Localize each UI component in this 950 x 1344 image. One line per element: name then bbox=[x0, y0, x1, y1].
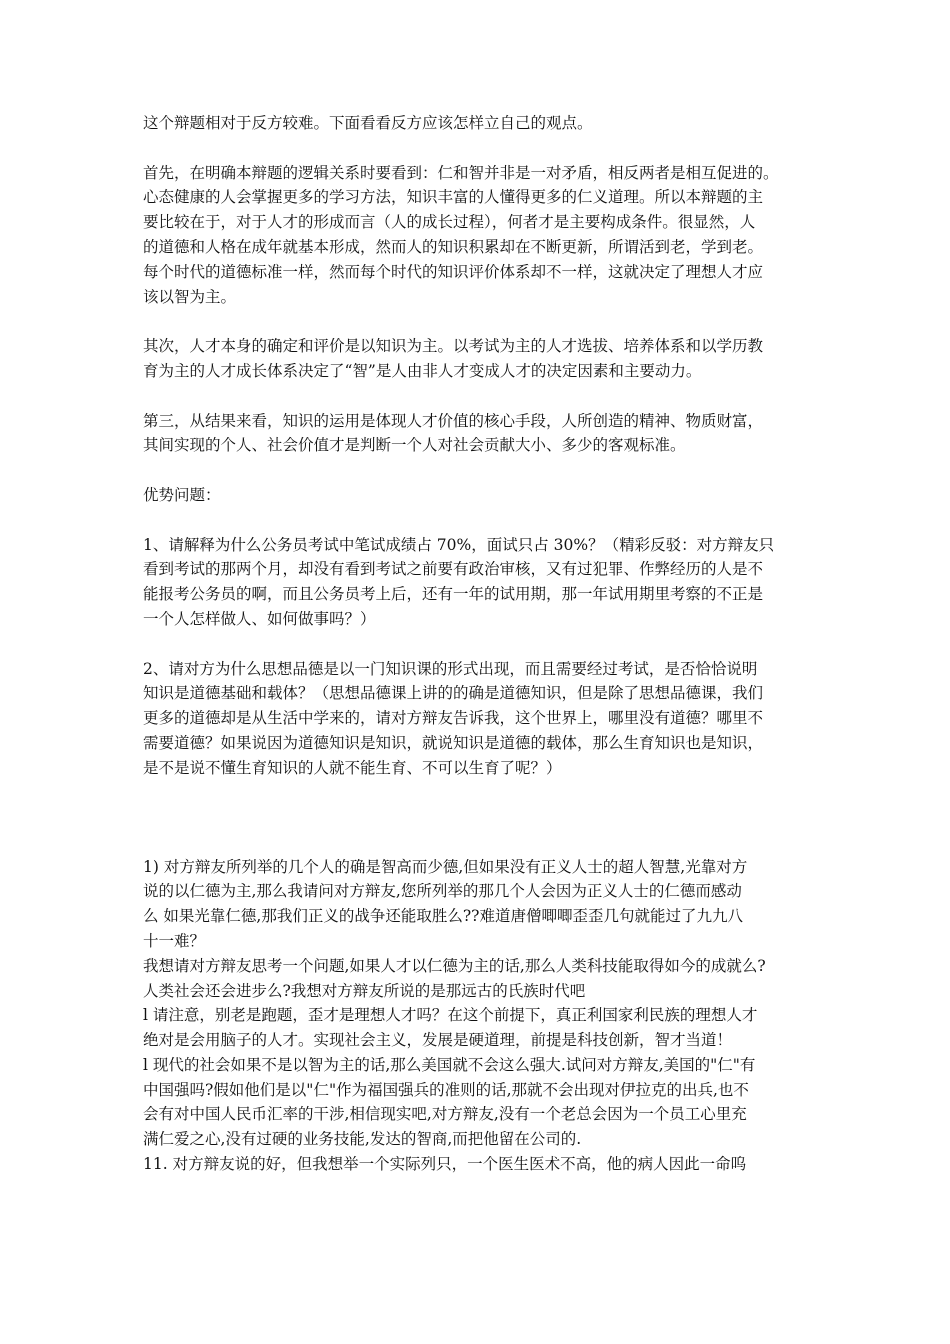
text-line: 满仁爱之心,没有过硬的业务技能,发达的智商,而把他留在公司的. bbox=[143, 1130, 582, 1149]
text-line: 么 如果光靠仁德,那我们正义的战争还能取胜么??难道唐僧唧唧歪歪几句就能过了九九八 bbox=[143, 907, 743, 926]
text-line: 需要道德？如果说因为道德知识是知识，就说知识是道德的载体，那么生育知识也是知识， bbox=[143, 733, 764, 752]
text-line: 知识是道德基础和载体？（思想品德课上讲的的确是道德知识，但是除了思想品德课，我们 bbox=[143, 684, 764, 703]
text-line: 看到考试的那两个月，却没有看到考试之前要有政治审核，又有过犯罪、作弊经历的人是不 bbox=[143, 560, 764, 579]
text-line: l 现代的社会如果不是以智为主的话,那么美国就不会这么强大.试问对方辩友,美国的"仁"有 bbox=[143, 1055, 756, 1074]
text-line: 绝对是会用脑子的人才。实现社会主义，发展是硬道理，前提是科技创新，智才当道！ bbox=[143, 1031, 733, 1050]
paragraph-intro bbox=[143, 111, 811, 136]
question-2 bbox=[143, 657, 811, 781]
text-line: 1) 对方辩友所列举的几个人的确是智高而少德,但如果没有正义人士的超人智慧,光靠对方 bbox=[143, 857, 748, 876]
text-line: 这个辩题相对于反方较难。下面看看反方应该怎样立自己的观点。 bbox=[143, 114, 593, 132]
text-line: 每个时代的道德标准一样，然而每个时代的知识评价体系却不一样，这就决定了理想人才应 bbox=[143, 262, 764, 281]
text-line: 中国强吗?假如他们是以"仁"作为福国强兵的准则的话,那就不会出现对伊拉克的出兵,也不 bbox=[143, 1080, 749, 1099]
text-line: 说的以仁德为主,那么我请问对方辩友,您所列举的那几个人会因为正义人士的仁德而感动 bbox=[143, 882, 742, 901]
text-line: 要比较在于，对于人才的形成而言（人的成长过程），何者才是主要构成条件。很显然，人 bbox=[143, 213, 756, 232]
text-line: l 请注意，别老是跑题，歪才是理想人才吗？在这个前提下，真正利国家利民族的理想人才 bbox=[143, 1006, 758, 1025]
paragraph-third-point bbox=[143, 409, 811, 459]
text-line: 2、请对方为什么思想品德是以一门知识课的形式出现，而且需要经过考试，是否恰恰说明 bbox=[143, 659, 758, 678]
text-line: 育为主的人才成长体系决定了“智”是人由非人才变成人才的决定因素和主要动力。 bbox=[143, 361, 702, 380]
section-heading-advantage-questions bbox=[143, 483, 811, 508]
text-line: 人类社会还会进步么?我想对方辩友所说的是那远古的氏族时代吧 bbox=[143, 981, 586, 1000]
document-body bbox=[143, 111, 811, 1177]
rebuttal-notes bbox=[143, 855, 811, 1177]
paragraph-second-point bbox=[143, 334, 811, 384]
text-line: 11. 对方辩友说的好，但我想举一个实际列只，一个医生医术不高，他的病人因此一命呜 bbox=[143, 1155, 747, 1174]
text-line: 优势问题： bbox=[143, 485, 221, 504]
text-line: 是不是说不懂生育知识的人就不能生育、不可以生育了呢？） bbox=[143, 758, 562, 777]
paragraph-first-point bbox=[143, 161, 811, 310]
text-line: 会有对中国人民币汇率的干涉,相信现实吧,对方辩友,没有一个老总会因为一个员工心里充 bbox=[143, 1105, 747, 1124]
text-line: 我想请对方辩友思考一个问题,如果人才以仁德为主的话,那么人类科技能取得如今的成就么? bbox=[143, 956, 766, 975]
text-line: 更多的道德却是从生活中学来的，请对方辩友告诉我，这个世界上，哪里没有道德？哪里不 bbox=[143, 709, 764, 728]
text-line: 一个人怎样做人、如何做事吗？） bbox=[143, 609, 376, 628]
text-line: 能报考公务员的啊，而且公务员考上后，还有一年的试用期，那一年试用期里考察的不正是 bbox=[143, 585, 764, 604]
text-line: 1、请解释为什么公务员考试中笔试成绩占 70%，面试只占 30%？（精彩反驳：对方辩友只 bbox=[143, 535, 775, 554]
text-line: 十一难？ bbox=[143, 931, 206, 950]
text-line: 第三，从结果来看，知识的运用是体现人才价值的核心手段，人所创造的精神、物质财富， bbox=[143, 411, 764, 430]
question-1 bbox=[143, 533, 811, 632]
text-line: 首先，在明确本辩题的逻辑关系时要看到：仁和智并非是一对矛盾，相反两者是相互促进的。 bbox=[143, 163, 779, 182]
text-line: 该以智为主。 bbox=[143, 287, 237, 306]
text-line: 心态健康的人会掌握更多的学习方法，知识丰富的人懂得更多的仁义道理。所以本辩题的主 bbox=[143, 188, 764, 207]
text-line: 其间实现的个人、社会价值才是判断一个人对社会贡献大小、多少的客观标准。 bbox=[143, 436, 686, 455]
text-line: 其次，人才本身的确定和评价是以知识为主。以考试为主的人才选拔、培养体系和以学历教 bbox=[143, 337, 764, 356]
text-line: 的道德和人格在成年就基本形成，然而人的知识积累却在不断更新，所谓活到老，学到老。 bbox=[143, 237, 764, 256]
